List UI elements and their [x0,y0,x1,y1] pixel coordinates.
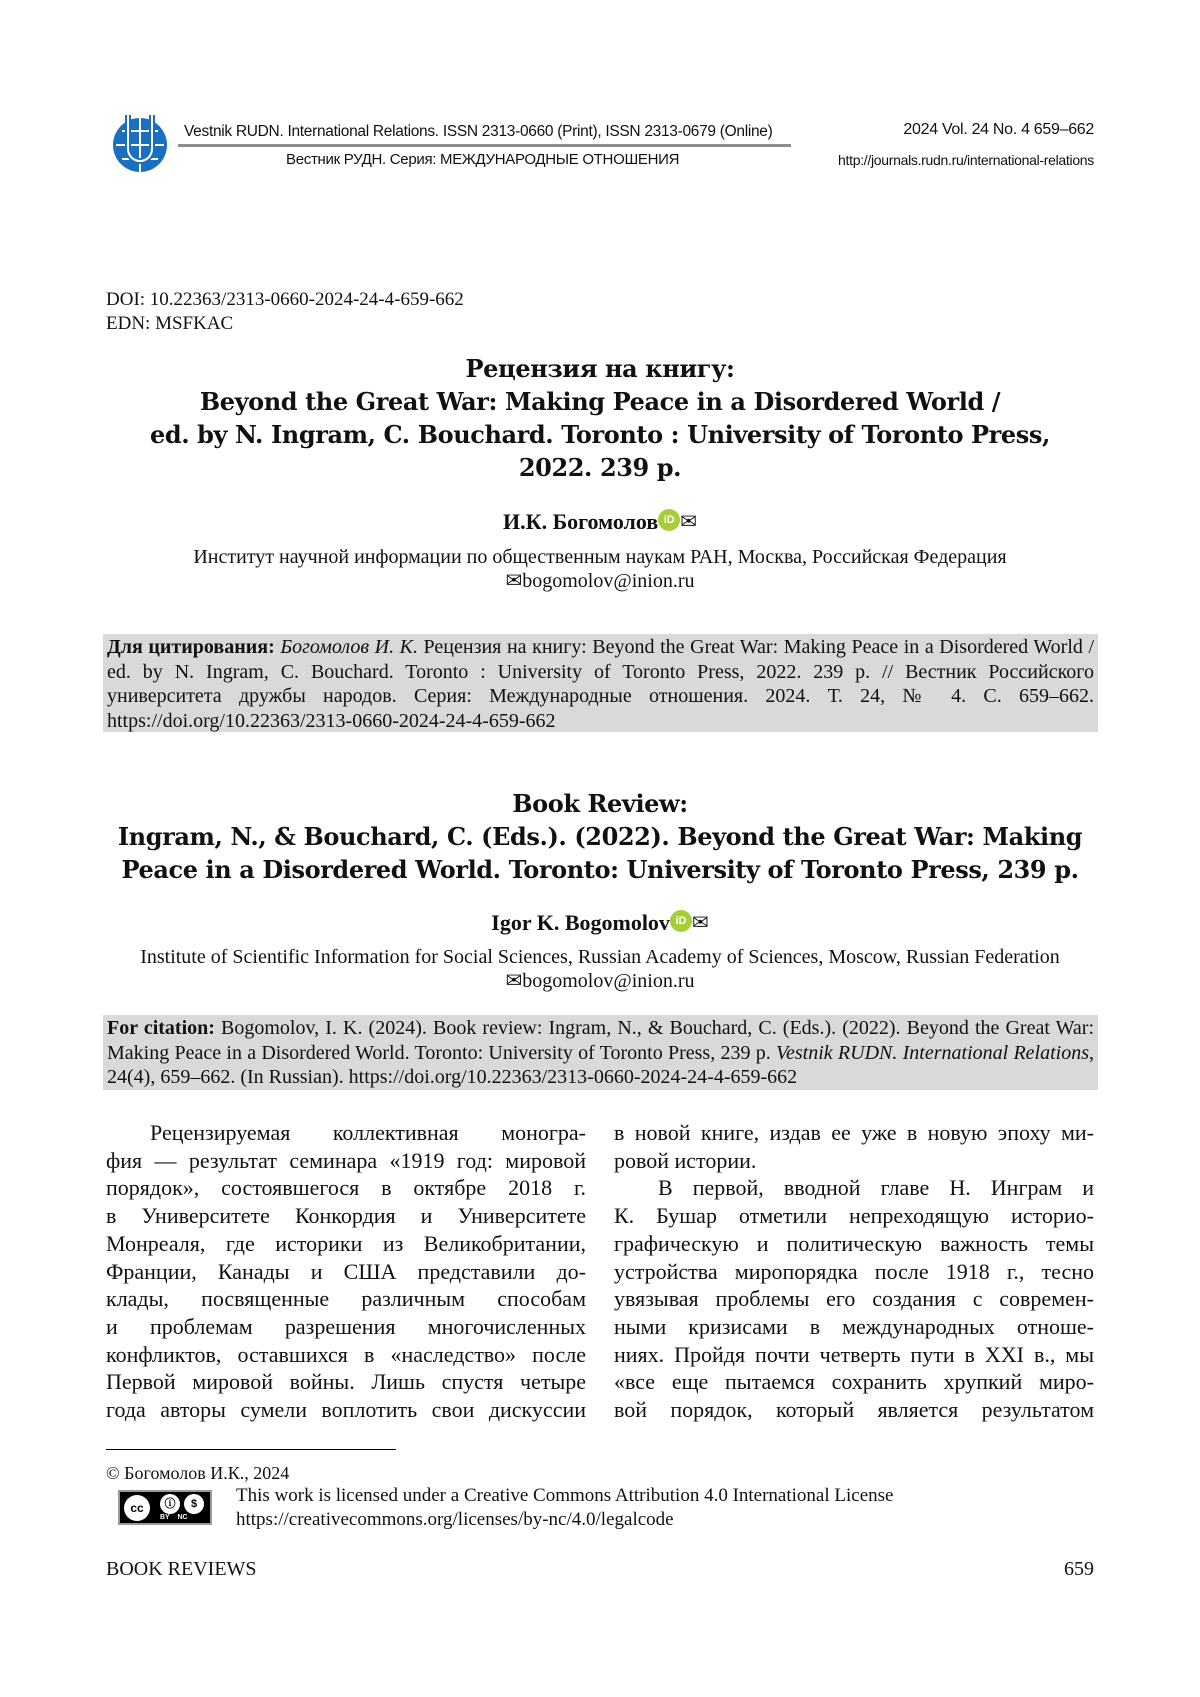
text-line: увязывая проблемы его создания с современ- [614,1285,1094,1313]
text-line: 2022. 239 p. [0,451,1200,484]
text-line: года авторы сумели воплотить свои дискуссии [106,1396,586,1424]
ru-email[interactable]: bogomolov@inion.ru [522,570,694,592]
ru-author: И.К. Богомолов [503,509,658,534]
citation-label: Для цитирования: [107,636,275,658]
text-line: Первой мировой войны. Лишь спустя четыре [106,1368,586,1396]
text-line: Beyond the Great War: Making Peace in a Disordered World / [0,385,1200,418]
citation-tail: , 24(4), 659–662. (In Russian). https://doi.org/10.22363/2313-0660-2024-24-4-659-662 [107,1042,1094,1089]
copyright: © Богомолов И.К., 2024 [106,1463,289,1484]
text-line: К. Бушар отметили непреходящую историо- [614,1202,1094,1230]
journal-url[interactable]: http://journals.rudn.ru/international-relations [838,152,1094,168]
orcid-icon[interactable]: iD [658,509,680,531]
en-author-line [0,910,1200,936]
en-email-line [0,969,1200,993]
en-email[interactable]: bogomolov@inion.ru [522,970,694,992]
citation-text: Bogomolov, I. K. (2024). Book review: Ingram, N., & Bouchard, C. (Eds.). (2022). Beyond the Great War: Making Peace in a Disordered World. Toronto: University of Toronto Press, 239 p. [107,1017,1094,1064]
text-line: конфликтов, оставшихся в «наследство» после [106,1341,586,1369]
ru-author-line [0,509,1200,535]
issue-info: 2024 Vol. 24 No. 4 659–662 [903,121,1094,139]
text-line: Book Review: [0,787,1200,820]
text-line: ными кризисами в международных отноше- [614,1313,1094,1341]
text-line: вой порядок, который является результатом [614,1396,1094,1424]
citation-text: Рецензия на книгу: Beyond the Great War: Making Peace in a Disordered World / ed. by N. Ingram, C. Bouchard. Toronto : University of Toronto Press, 2022. 239 p. // Вестник Российского университета дружбы народов. Серия: Международные отношения. 2024. Т. 24, № 4. С. 659–662. https://doi.org/10.22363/2313-0660-2024-24-4-659-662 [107,636,1094,732]
ru-title [0,352,1200,484]
rudn-logo-icon [106,113,174,175]
text-line: фия — результат семинара «1919 год: мировой [106,1147,586,1175]
body-left-column [106,1119,586,1424]
text-line: ed. by N. Ingram, C. Bouchard. Toronto : University of Toronto Press, [0,418,1200,451]
envelope-icon: ✉ [505,570,522,592]
envelope-icon: ✉ [680,509,697,534]
en-affiliation: Institute of Scientific Information for Social Sciences, Russian Academy of Sciences, Moscow, Russian Federation [0,945,1200,969]
text-line: порядок», состоявшегося в октябре 2018 г. [106,1174,586,1202]
cc-by-nc-icon[interactable]: cc ⓘ $ BY NC [118,1490,212,1525]
text-line: Монреаля, где историки из Великобритании, [106,1230,586,1258]
ru-affiliation: Институт научной информации по общественным наукам РАН, Москва, Российская Федерация [0,545,1200,569]
text-line: Франции, Канады и США представили до- [106,1258,586,1286]
citation-author: Богомолов И. К. [280,636,418,658]
edn: EDN: MSFKAC [106,313,233,335]
citation-label: For citation: [107,1017,215,1039]
text-line: в новой книге, издав ее уже в новую эпоху ми- [614,1119,1094,1147]
journal-issn: Vestnik RUDN. International Relations. ISSN 2313-0660 (Print), ISSN 2313-0679 (Online) [184,123,772,141]
body-right-column [614,1119,1094,1424]
orcid-icon[interactable]: iD [670,910,692,932]
citation-journal: Vestnik RUDN. International Relations [776,1042,1089,1064]
en-author: Igor K. Bogomolov [491,910,670,935]
doi: DOI: 10.22363/2313-0660-2024-24-4-659-662 [106,289,464,311]
en-title [0,787,1200,886]
license-text: This work is licensed under a Creative Commons Attribution 4.0 International License [236,1485,893,1507]
text-line: «все еще пытаемся сохранить хрупкий миро- [614,1368,1094,1396]
text-line: и проблемам разрешения многочисленных [106,1313,586,1341]
journal-series: Вестник РУДН. Серия: МЕЖДУНАРОДНЫЕ ОТНОШЕНИЯ [286,151,679,168]
text-line: Ingram, N., & Bouchard, C. (Eds.). (2022). Beyond the Great War: Making [0,820,1200,853]
text-line: в Университете Конкордия и Университете [106,1202,586,1230]
text-line: В первой, вводной главе Н. Инграм и [614,1174,1094,1202]
header-rule [178,144,791,147]
envelope-icon: ✉ [692,910,709,935]
text-line: ровой истории. [614,1147,1094,1175]
text-line: Рецензируемая коллективная моногра- [106,1119,586,1147]
page-number: 659 [1064,1558,1094,1581]
footnote-rule [106,1449,396,1450]
text-line: устройства миропорядка после 1918 г., тесно [614,1258,1094,1286]
text-line: ниях. Пройдя почти четверть пути в XXI в., мы [614,1341,1094,1369]
ru-email-line [0,569,1200,593]
text-line: Peace in a Disordered World. Toronto: University of Toronto Press, 239 p. [0,853,1200,886]
envelope-icon: ✉ [505,970,522,992]
ru-citation-box [103,634,1098,732]
text-line: Рецензия на книгу: [0,352,1200,385]
license-url[interactable]: https://creativecommons.org/licenses/by-nc/4.0/legalcode [236,1509,674,1531]
en-citation-box [103,1015,1098,1090]
text-line: графическую и политическую важность темы [614,1230,1094,1258]
text-line: клады, посвященные различным способам [106,1285,586,1313]
section-name: BOOK REVIEWS [106,1558,257,1581]
